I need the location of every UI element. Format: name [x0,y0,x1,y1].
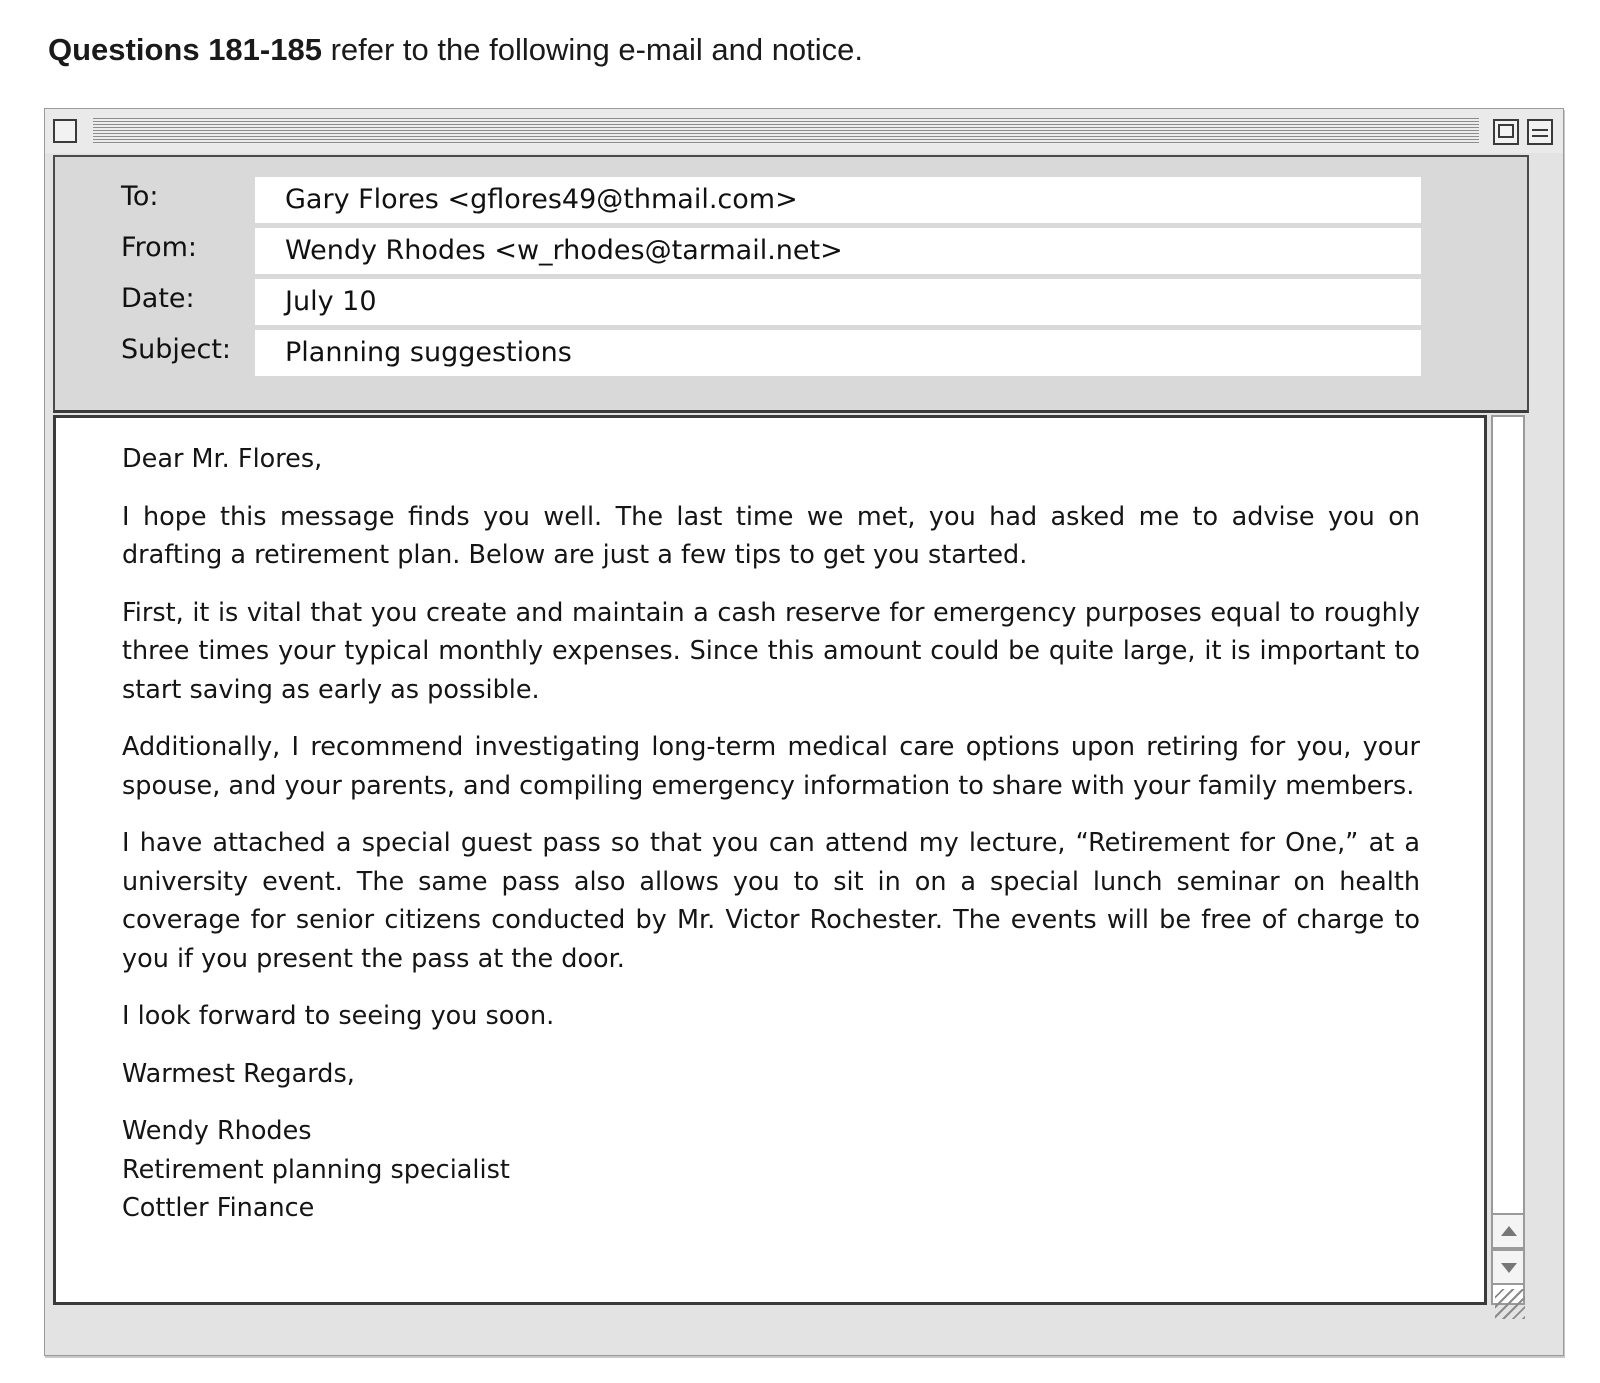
to-row [55,177,1529,221]
subject-field[interactable]: Planning suggestions [255,330,1421,376]
signature-title: Retirement planning specialist [122,1154,510,1185]
to-field[interactable]: Gary Flores <gflores49@thmail.com> [255,177,1421,223]
from-row [55,228,1529,272]
body-paragraph: I look forward to seeing you soon. [122,1001,555,1031]
close-box-icon[interactable] [53,119,77,143]
from-field[interactable]: Wendy Rhodes <w_rhodes@tarmail.net> [255,228,1421,274]
date-field[interactable]: July 10 [255,279,1421,325]
date-row [55,279,1529,323]
email-body[interactable] [53,415,1487,1305]
question-number: Questions 181-185 [48,32,322,67]
body-paragraph: Additionally, I recommend investigating long-term medical care options upon retiring for you, your spouse, and your parents, and compiling emergency information to share with your family members. [122,732,1420,801]
body-paragraph: I hope this message finds you well. The last time we met, you had asked me to advise you on drafting a retirement plan. Below are just a few tips to get you started. [122,501,1420,570]
collapse-box-icon[interactable] [1527,119,1553,145]
vertical-scrollbar[interactable] [1491,415,1525,1305]
subject-row [55,330,1529,374]
signature-name: Wendy Rhodes [122,1116,312,1146]
body-paragraph: I have attached a special guest pass so that you can attend my lecture, “Retirement for One,” at a university event. The same pass also allows you to sit in on a special lunch seminar on health coverage for senior citizens conducted by Mr. Victor Rochester. The events will be free of charge to you if you present the pass at the door. [122,828,1420,974]
scroll-up-arrow-icon[interactable] [1491,1213,1525,1249]
greeting: Dear Mr. Flores, [122,444,323,474]
scroll-down-arrow-icon[interactable] [1491,1249,1525,1285]
signature-block [122,1112,1420,1228]
subject-label: Subject: [121,334,232,365]
closing: Warmest Regards, [122,1058,355,1089]
window-titlebar[interactable] [45,109,1563,153]
titlebar-stripes [93,118,1479,144]
body-paragraph: First, it is vital that you create and maintain a cash reserve for emergency purposes equal to roughly three times your typical monthly expenses. Since this amount could be quite large, it is important to start saving as early as possible. [122,597,1420,705]
from-label: From: [121,232,197,263]
email-window [44,108,1564,1356]
zoom-box-icon[interactable] [1493,119,1519,145]
email-header [53,155,1529,413]
question-instruction: refer to the following e-mail and notice. [321,32,864,67]
signature-company: Cottler Finance [122,1193,315,1223]
to-label: To: [121,181,159,212]
resize-grip-icon[interactable] [1495,1289,1525,1319]
email-body-text [122,440,1420,1247]
date-label: Date: [121,283,195,314]
question-heading [48,32,863,68]
